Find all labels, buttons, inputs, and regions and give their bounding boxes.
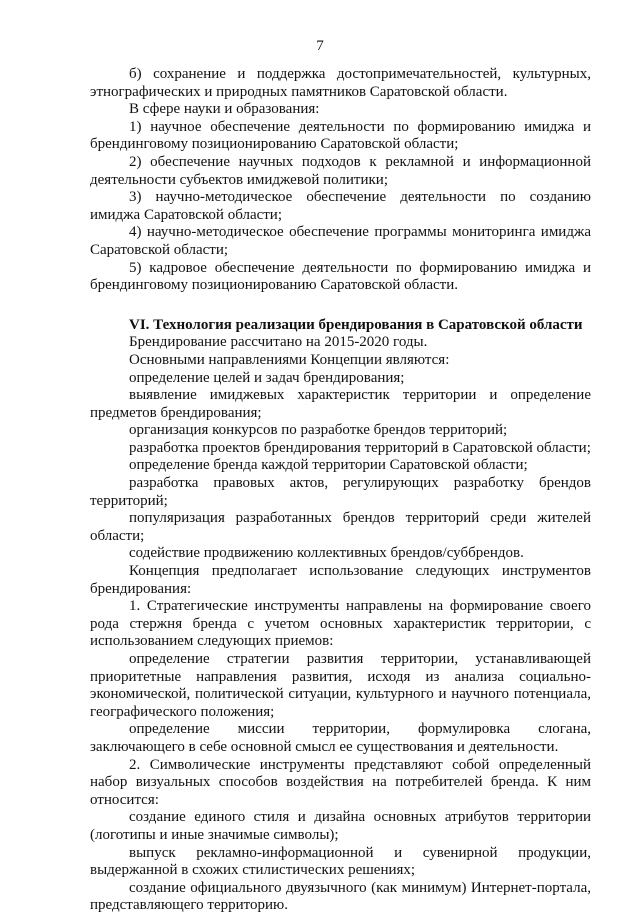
list-item: 5) кадровое обеспечение деятельности по формированию имиджа и брендинговому позиционированию Саратовской области.: [90, 259, 591, 294]
list-item: выявление имиджевых характеристик территории и определение предметов брендирования;: [90, 387, 591, 421]
list-item: выпуск рекламно-информационной и сувенирной продукции, выдержанной в схожих стилистических решениях;: [90, 844, 591, 879]
list-item: 1) научное обеспечение деятельности по формированию имиджа и брендинговому позиционированию Саратовской области;: [90, 118, 591, 153]
document-body: [90, 66, 591, 915]
list-item: определение стратегии развития территории, устанавливающей приоритетные направления развития, исходя из анализа социально-экономической, политической ситуации, культурного и научного потенциала, географического положения;: [90, 651, 591, 720]
list-item: создание единого стиля и дизайна основных атрибутов территории (логотипы и иные значимые символы);: [90, 809, 591, 843]
list-item: разработка правовых актов, регулирующих разработку брендов территорий;: [90, 475, 591, 509]
paragraph: Концепция предполагает использование следующих инструментов брендирования:: [90, 563, 591, 597]
list-item: создание официального двуязычного (как минимум) Интернет-портала, представляющего территорию.: [90, 879, 591, 914]
paragraph: 1. Стратегические инструменты направлены на формирование своего рода стержня бренда с учетом основных характеристик территории, с использованием следующих приемов:: [90, 598, 591, 650]
list-item: популяризация разработанных брендов территорий среди жителей области;: [90, 510, 591, 544]
list-item: определение миссии территории, формулировка слогана, заключающего в себе основной смысл ее существования и деятельности.: [90, 721, 591, 755]
paragraph: 2. Символические инструменты представляют собой определенный набор визуальных способов воздействия на потребителей бренда. К ним относится:: [90, 756, 591, 808]
list-item: организация конкурсов по разработке брендов территорий;: [129, 422, 508, 439]
list-item: 2) обеспечение научных подходов к рекламной и информационной деятельности субъектов имиджевой политики;: [90, 153, 591, 188]
list-item: разработка проектов брендирования территорий в Саратовской области;: [129, 439, 591, 456]
section-heading: VI. Технология реализации брендирования в Саратовской области: [129, 316, 583, 333]
paragraph: В сфере науки и образования:: [129, 101, 320, 118]
list-item: определение бренда каждой территории Саратовской области;: [129, 457, 528, 474]
page-number: 7: [316, 38, 324, 54]
list-item: определение целей и задач брендирования;: [129, 369, 405, 386]
paragraph: б) сохранение и поддержка достопримечательностей, культурных, этнографических и природных памятников Саратовской области.: [90, 66, 591, 100]
paragraph: Основными направлениями Концепции являются:: [129, 351, 450, 368]
list-item: 3) научно-методическое обеспечение деятельности по созданию имиджа Саратовской области;: [90, 189, 591, 223]
list-item: 4) научно-методическое обеспечение программы мониторинга имиджа Саратовской области;: [90, 224, 591, 258]
paragraph: Брендирование рассчитано на 2015-2020 годы.: [129, 334, 428, 351]
list-item: содействие продвижению коллективных брендов/суббрендов.: [129, 545, 524, 562]
